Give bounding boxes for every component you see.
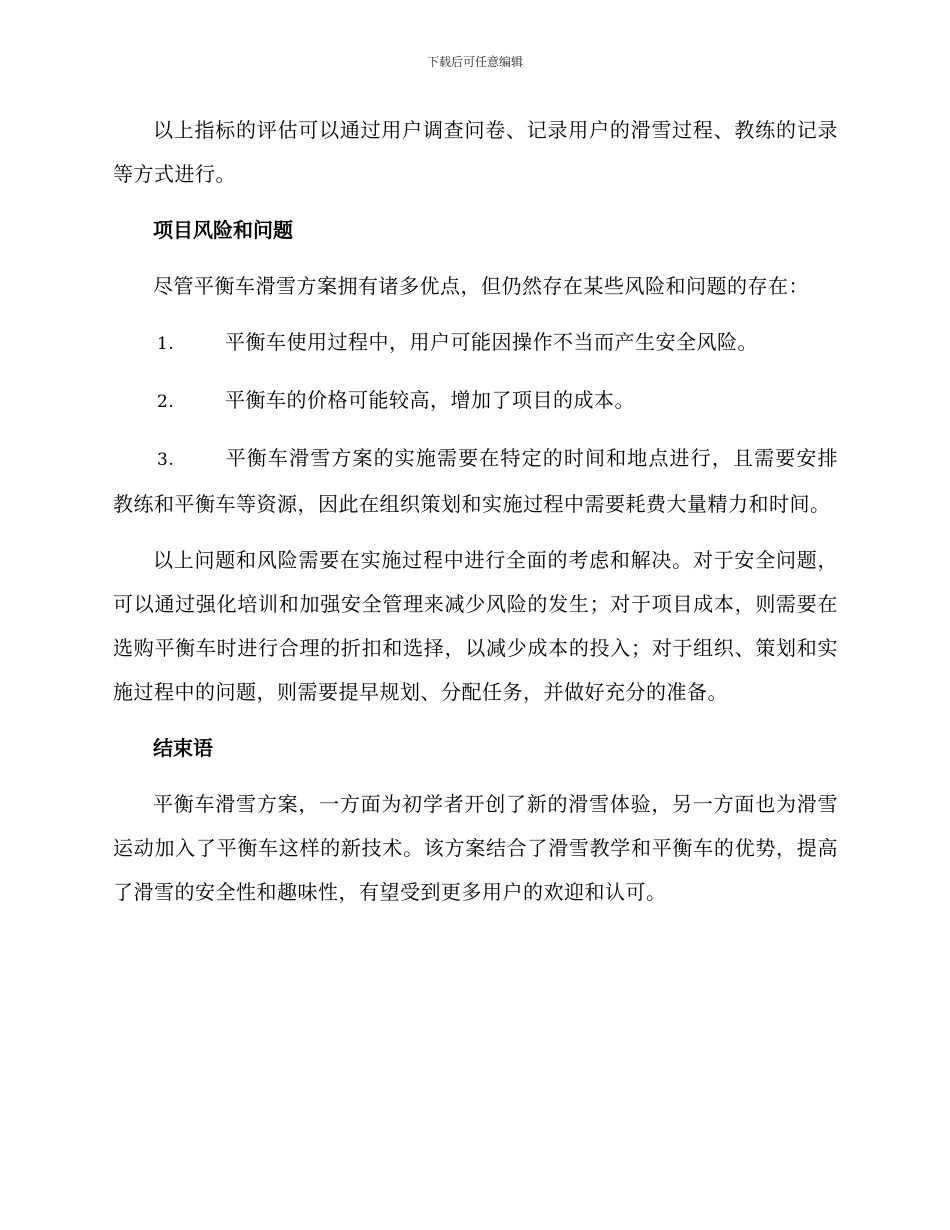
list-item-number: 3. xyxy=(157,450,175,470)
risks-heading: 项目风险和问题 xyxy=(153,218,293,242)
risks-solution-paragraph: 以上问题和风险需要在实施过程中进行全面的考虑和解决。对于安全问题，可以通过强化培训和加强安全管理来减少风险的发生；对于项目成本，则需要在选购平衡车时进行合理的折扣和选择，以减少成本的投入；对于组织、策划和实施过程中的问题，则需要提早规划、分配任务，并做好充分的准备。 xyxy=(113,548,838,704)
intro-paragraph: 以上指标的评估可以通过用户调查问卷、记录用户的滑雪过程、教练的记录等方式进行。 xyxy=(113,118,838,186)
conclusion-heading: 结束语 xyxy=(153,736,213,760)
list-item-text: 平衡车滑雪方案的实施需要在特定的时间和地点进行，且需要安排教练和平衡车等资源，因此在组织策划和实施过程中需要耗费大量精力和时间。 xyxy=(113,446,838,516)
risks-intro-paragraph: 尽管平衡车滑雪方案拥有诸多优点，但仍然存在某些风险和问题的存在： xyxy=(153,274,809,298)
conclusion-paragraph: 平衡车滑雪方案，一方面为初学者开创了新的滑雪体验，另一方面也为滑雪运动加入了平衡车这样的新技术。该方案结合了滑雪教学和平衡车的优势，提高了滑雪的安全性和趣味性，有望受到更多用户的欢迎和认可。 xyxy=(113,792,838,904)
list-item-text: 平衡车的价格可能较高，增加了项目的成本。 xyxy=(225,388,635,412)
header-note: 下载后可任意编辑 xyxy=(426,55,523,69)
list-item-text: 平衡车使用过程中，用户可能因操作不当而产生安全风险。 xyxy=(225,330,758,354)
list-item xyxy=(113,436,838,526)
list-item xyxy=(113,320,838,366)
list-item-number: 2. xyxy=(157,392,175,412)
list-item xyxy=(113,378,838,424)
list-item-number: 1. xyxy=(157,334,175,354)
document-body xyxy=(113,108,838,926)
